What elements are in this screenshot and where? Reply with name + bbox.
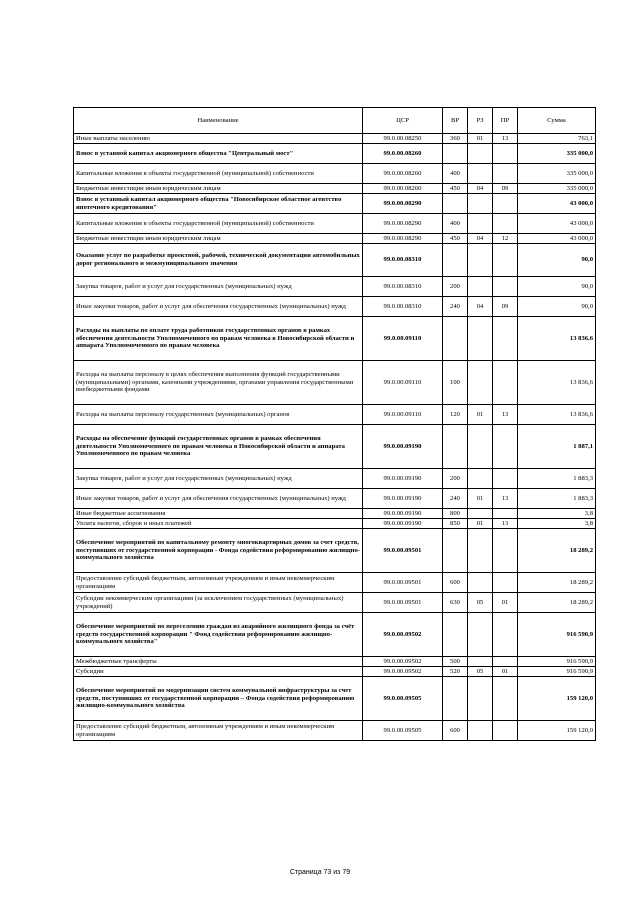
cell-csr: 99.0.00.08250 xyxy=(363,134,443,144)
cell-rz xyxy=(468,657,493,667)
cell-vr: 630 xyxy=(443,593,468,613)
cell-sum: 43 000,0 xyxy=(518,214,596,234)
budget-table xyxy=(73,107,596,741)
cell-csr: 99.0.00.08260 xyxy=(363,144,443,164)
cell-sum: 1 883,3 xyxy=(518,489,596,509)
cell-pr xyxy=(493,573,518,593)
cell-rz xyxy=(468,317,493,361)
cell-rz: 05 xyxy=(468,593,493,613)
cell-name: Обеспечение мероприятий по капитальному ремонту многоквартирных домов за счет средств, поступивших от государственной корпорации - Фонда содействия реформированию жилищно-коммунального хозяйства xyxy=(74,529,363,573)
cell-name: Предоставление субсидий бюджетным, автономным учреждениям и иным некоммерческим организациям xyxy=(74,573,363,593)
cell-name: Иные бюджетные ассигнования xyxy=(74,509,363,519)
cell-sum: 916 590,9 xyxy=(518,667,596,677)
cell-vr: 240 xyxy=(443,489,468,509)
header-pr: ПР xyxy=(493,108,518,134)
cell-csr: 99.0.00.09505 xyxy=(363,677,443,721)
cell-rz xyxy=(468,425,493,469)
cell-pr: 12 xyxy=(493,234,518,244)
cell-vr xyxy=(443,144,468,164)
cell-vr: 400 xyxy=(443,214,468,234)
cell-pr xyxy=(493,613,518,657)
cell-csr: 99.0.00.08290 xyxy=(363,194,443,214)
cell-pr: 13 xyxy=(493,519,518,529)
cell-rz xyxy=(468,613,493,657)
cell-rz xyxy=(468,509,493,519)
cell-pr xyxy=(493,164,518,184)
table-row xyxy=(74,613,596,657)
cell-csr: 99.0.00.09110 xyxy=(363,405,443,425)
cell-rz: 04 xyxy=(468,234,493,244)
table-row xyxy=(74,277,596,297)
cell-vr xyxy=(443,194,468,214)
cell-csr: 99.0.00.09190 xyxy=(363,519,443,529)
table-row xyxy=(74,489,596,509)
cell-vr xyxy=(443,425,468,469)
cell-sum: 916 590,9 xyxy=(518,613,596,657)
cell-pr xyxy=(493,677,518,721)
cell-csr: 99.0.00.09502 xyxy=(363,613,443,657)
cell-vr: 450 xyxy=(443,184,468,194)
header-sum: Сумма xyxy=(518,108,596,134)
table-row xyxy=(74,297,596,317)
cell-vr xyxy=(443,677,468,721)
cell-csr: 99.0.00.09190 xyxy=(363,469,443,489)
cell-pr: 01 xyxy=(493,667,518,677)
cell-pr xyxy=(493,277,518,297)
table-row xyxy=(74,144,596,164)
header-csr: ЦСР xyxy=(363,108,443,134)
cell-name: Закупка товаров, работ и услуг для государственных (муниципальных) нужд xyxy=(74,277,363,297)
cell-vr: 450 xyxy=(443,234,468,244)
cell-vr: 850 xyxy=(443,519,468,529)
table-row xyxy=(74,657,596,667)
table-row xyxy=(74,234,596,244)
table-header-row xyxy=(74,108,596,134)
cell-sum: 1 883,3 xyxy=(518,469,596,489)
cell-pr xyxy=(493,469,518,489)
cell-sum: 90,0 xyxy=(518,277,596,297)
cell-vr: 240 xyxy=(443,297,468,317)
cell-vr: 100 xyxy=(443,361,468,405)
cell-name: Иные закупки товаров, работ и услуг для обеспечения государственных (муниципальных) нужд xyxy=(74,489,363,509)
cell-rz xyxy=(468,677,493,721)
table-row xyxy=(74,573,596,593)
cell-name: Обеспечение мероприятий по модернизации систем коммунальной инфраструктуры за счет средств, поступивших от государственной корпорации – Фонда содействия реформированию жилищно-коммунального хозяйства xyxy=(74,677,363,721)
cell-sum: 18 289,2 xyxy=(518,593,596,613)
table-row xyxy=(74,361,596,405)
table-row xyxy=(74,469,596,489)
cell-sum: 3,8 xyxy=(518,509,596,519)
table-row xyxy=(74,519,596,529)
cell-rz xyxy=(468,529,493,573)
cell-vr: 120 xyxy=(443,405,468,425)
cell-sum: 18 289,2 xyxy=(518,573,596,593)
cell-sum: 916 590,9 xyxy=(518,657,596,667)
cell-sum: 18 289,2 xyxy=(518,529,596,573)
cell-sum: 763,1 xyxy=(518,134,596,144)
cell-vr: 500 xyxy=(443,657,468,667)
cell-csr: 99.0.00.09110 xyxy=(363,361,443,405)
cell-csr: 99.0.00.08290 xyxy=(363,234,443,244)
cell-csr: 99.0.00.08310 xyxy=(363,297,443,317)
cell-sum: 159 120,0 xyxy=(518,721,596,741)
cell-name: Капитальные вложения в объекты государственной (муниципальной) собственности xyxy=(74,214,363,234)
cell-name: Иные закупки товаров, работ и услуг для обеспечения государственных (муниципальных) нужд xyxy=(74,297,363,317)
cell-csr: 99.0.00.09110 xyxy=(363,317,443,361)
table-row xyxy=(74,593,596,613)
table-row xyxy=(74,667,596,677)
cell-pr: 09 xyxy=(493,184,518,194)
cell-pr xyxy=(493,214,518,234)
cell-pr xyxy=(493,144,518,164)
cell-vr: 600 xyxy=(443,721,468,741)
table-row xyxy=(74,509,596,519)
cell-sum: 90,0 xyxy=(518,297,596,317)
header-rz: РЗ xyxy=(468,108,493,134)
cell-rz xyxy=(468,214,493,234)
cell-csr: 99.0.00.09501 xyxy=(363,573,443,593)
cell-rz: 04 xyxy=(468,184,493,194)
table-row xyxy=(74,214,596,234)
cell-csr: 99.0.00.08260 xyxy=(363,164,443,184)
cell-csr: 99.0.00.09502 xyxy=(363,667,443,677)
table-row xyxy=(74,164,596,184)
table-row xyxy=(74,184,596,194)
cell-vr: 360 xyxy=(443,134,468,144)
cell-pr: 01 xyxy=(493,593,518,613)
table-row xyxy=(74,244,596,277)
cell-name: Субсидии некоммерческим организациям (за исключением государственных (муниципальных) учреждений) xyxy=(74,593,363,613)
cell-vr xyxy=(443,529,468,573)
cell-pr xyxy=(493,721,518,741)
cell-pr xyxy=(493,317,518,361)
cell-pr xyxy=(493,361,518,405)
table-row xyxy=(74,721,596,741)
page-number: Страница 73 из 79 xyxy=(289,869,351,876)
cell-vr: 520 xyxy=(443,667,468,677)
cell-vr xyxy=(443,613,468,657)
cell-name: Расходы на выплаты по оплате труда работников государственных органов в рамках обеспечения деятельности Уполномоченного по правам человека в Новосибирской области и аппарата Уполномоченного по правам человека xyxy=(74,317,363,361)
cell-rz: 05 xyxy=(468,667,493,677)
cell-vr xyxy=(443,317,468,361)
cell-rz xyxy=(468,361,493,405)
table-body xyxy=(74,134,596,741)
cell-sum: 1 887,1 xyxy=(518,425,596,469)
cell-pr xyxy=(493,657,518,667)
cell-csr: 99.0.00.09505 xyxy=(363,721,443,741)
cell-name: Иные выплаты населению xyxy=(74,134,363,144)
cell-sum: 13 836,6 xyxy=(518,361,596,405)
table-row xyxy=(74,677,596,721)
header-vr: ВР xyxy=(443,108,468,134)
cell-rz xyxy=(468,194,493,214)
cell-sum: 159 120,0 xyxy=(518,677,596,721)
table-row xyxy=(74,405,596,425)
cell-sum: 43 000,0 xyxy=(518,194,596,214)
cell-vr: 600 xyxy=(443,573,468,593)
cell-name: Бюджетные инвестиции иным юридическим лицам xyxy=(74,184,363,194)
cell-rz xyxy=(468,277,493,297)
cell-rz xyxy=(468,721,493,741)
cell-vr: 200 xyxy=(443,469,468,489)
cell-sum: 43 000,0 xyxy=(518,234,596,244)
cell-pr xyxy=(493,194,518,214)
cell-rz xyxy=(468,469,493,489)
cell-pr xyxy=(493,509,518,519)
cell-sum: 335 000,0 xyxy=(518,144,596,164)
cell-rz xyxy=(468,144,493,164)
cell-sum: 90,0 xyxy=(518,244,596,277)
cell-csr: 99.0.00.09502 xyxy=(363,657,443,667)
cell-name: Взнос в уставной капитал акционерного общества "Центральный мост" xyxy=(74,144,363,164)
cell-csr: 99.0.00.09190 xyxy=(363,489,443,509)
cell-vr xyxy=(443,244,468,277)
table-row xyxy=(74,317,596,361)
budget-table-container xyxy=(73,107,595,741)
cell-sum: 335 000,0 xyxy=(518,184,596,194)
cell-pr: 13 xyxy=(493,405,518,425)
cell-csr: 99.0.00.08310 xyxy=(363,244,443,277)
cell-vr: 200 xyxy=(443,277,468,297)
cell-pr xyxy=(493,529,518,573)
cell-name: Межбюджетные трансферты xyxy=(74,657,363,667)
cell-vr: 800 xyxy=(443,509,468,519)
cell-sum: 335 000,0 xyxy=(518,164,596,184)
cell-vr: 400 xyxy=(443,164,468,184)
table-row xyxy=(74,529,596,573)
cell-csr: 99.0.00.08290 xyxy=(363,214,443,234)
cell-csr: 99.0.00.08260 xyxy=(363,184,443,194)
table-row xyxy=(74,425,596,469)
cell-csr: 99.0.00.09190 xyxy=(363,509,443,519)
cell-name: Обеспечение мероприятий по переселению граждан из аварийного жилищного фонда за счёт средств государственной корпорации " Фонд содействия реформированию жилищно-коммунального хозяйства" xyxy=(74,613,363,657)
cell-name: Расходы на обеспечение функций государственных органов в рамках обеспечения деятельности Уполномоченного по правам человека в Новосибирской области и аппарата Уполномоченного по правам человека xyxy=(74,425,363,469)
cell-rz: 04 xyxy=(468,297,493,317)
cell-sum: 13 836,6 xyxy=(518,405,596,425)
cell-name: Бюджетные инвестиции иным юридическим лицам xyxy=(74,234,363,244)
cell-csr: 99.0.00.09190 xyxy=(363,425,443,469)
cell-rz xyxy=(468,244,493,277)
cell-name: Капитальные вложения в объекты государственной (муниципальной) собственности xyxy=(74,164,363,184)
table-row xyxy=(74,194,596,214)
cell-name: Оказание услуг по разработке проектной, рабочей, технической документации автомобильных дорог регионального и межмуниципального значения xyxy=(74,244,363,277)
cell-csr: 99.0.00.09501 xyxy=(363,593,443,613)
cell-pr: 09 xyxy=(493,297,518,317)
cell-pr xyxy=(493,425,518,469)
cell-name: Субсидии xyxy=(74,667,363,677)
cell-name: Расходы на выплаты персоналу государственных (муниципальных) органов xyxy=(74,405,363,425)
cell-rz: 01 xyxy=(468,489,493,509)
cell-rz xyxy=(468,573,493,593)
cell-rz: 01 xyxy=(468,405,493,425)
cell-rz: 01 xyxy=(468,134,493,144)
cell-csr: 99.0.00.09501 xyxy=(363,529,443,573)
cell-rz xyxy=(468,164,493,184)
cell-name: Расходы на выплаты персоналу в целях обеспечения выполнения функций государственными (муниципальными) органами, казенными учреждениями, органами управления государственными внебюджетными фондами xyxy=(74,361,363,405)
cell-pr: 13 xyxy=(493,489,518,509)
cell-sum: 3,8 xyxy=(518,519,596,529)
cell-name: Предоставление субсидий бюджетным, автономным учреждениям и иным некоммерческим организациям xyxy=(74,721,363,741)
header-name: Наименование xyxy=(74,108,363,134)
cell-name: Взнос в уставный капитал акционерного общества "Новосибирское областное агентство ипотечного кредитования" xyxy=(74,194,363,214)
cell-pr: 13 xyxy=(493,134,518,144)
cell-sum: 13 836,6 xyxy=(518,317,596,361)
cell-csr: 99.0.00.08310 xyxy=(363,277,443,297)
cell-name: Закупка товаров, работ и услуг для государственных (муниципальных) нужд xyxy=(74,469,363,489)
cell-name: Уплата налогов, сборов и иных платежей xyxy=(74,519,363,529)
cell-rz: 01 xyxy=(468,519,493,529)
table-row xyxy=(74,134,596,144)
cell-pr xyxy=(493,244,518,277)
